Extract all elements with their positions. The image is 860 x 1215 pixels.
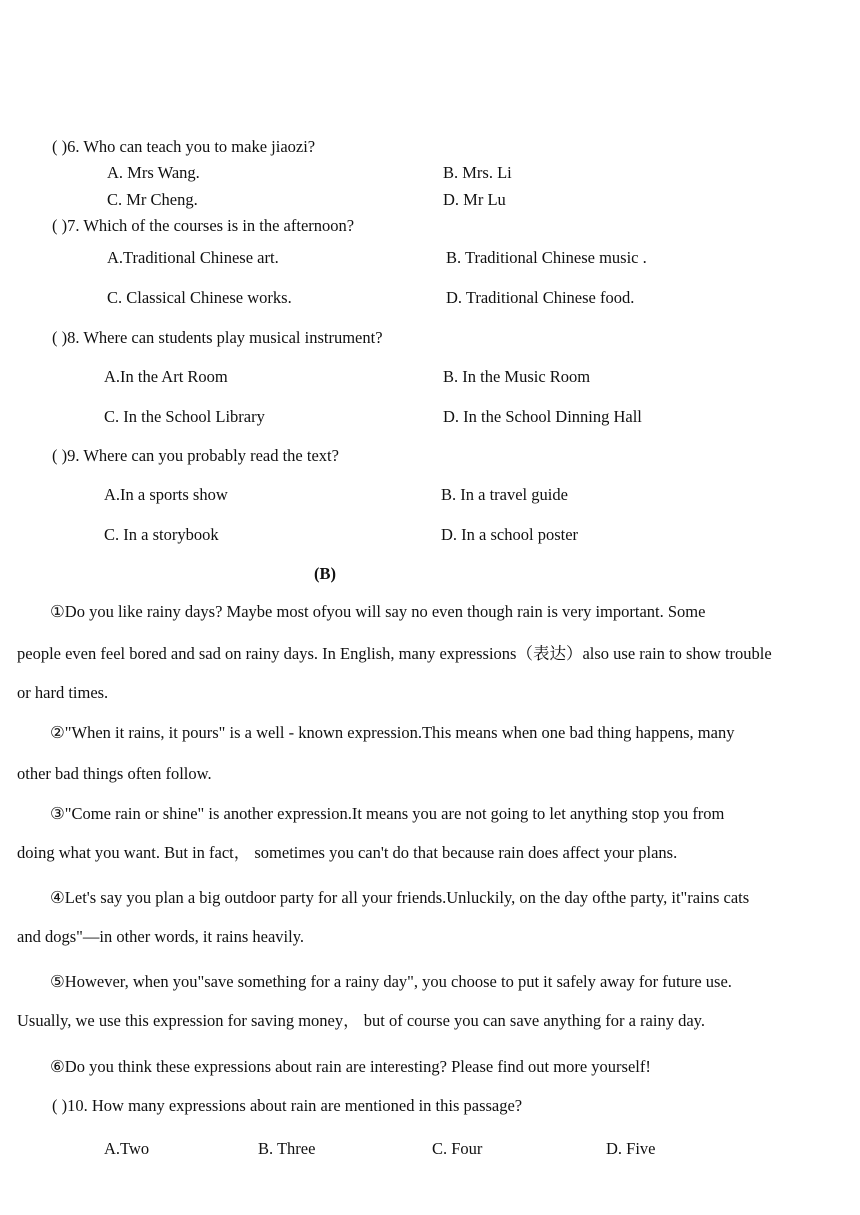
- question-8-option-c: C. In the School Library: [104, 407, 265, 426]
- passage-line: ③"Come rain or shine" is another expression.It means you are not going to let anything stop you from: [50, 804, 725, 823]
- question-6-stem: ( )6. Who can teach you to make jiaozi?: [52, 137, 316, 156]
- question-6-option-a: A. Mrs Wang.: [107, 163, 200, 182]
- passage-line: ⑤However, when you"save something for a rainy day", you choose to put it safely away for future use.: [50, 972, 732, 991]
- passage-line: ①Do you like rainy days? Maybe most ofyou will say no even though rain is very important. Some: [50, 602, 706, 621]
- question-7-option-b: B. Traditional Chinese music .: [446, 248, 647, 267]
- passage-line: ②"When it rains, it pours" is a well - known expression.This means when one bad thing happens, many: [50, 723, 735, 742]
- question-10-option-b: B. Three: [258, 1139, 316, 1158]
- question-8-option-d: D. In the School Dinning Hall: [443, 407, 642, 426]
- question-6-option-c: C. Mr Cheng.: [107, 190, 198, 209]
- question-9-option-d: D. In a school poster: [441, 525, 579, 544]
- question-6-option-d: D. Mr Lu: [443, 190, 506, 209]
- question-8-option-b: B. In the Music Room: [443, 367, 591, 386]
- passage-line: Usually, we use this expression for saving money， but of course you can save anything for a rainy day.: [17, 1011, 705, 1030]
- question-7-option-d: D. Traditional Chinese food.: [446, 288, 635, 307]
- passage-line: people even feel bored and sad on rainy days. In English, many expressions（表达）also use rain to show trouble: [17, 644, 772, 663]
- question-6-option-b: B. Mrs. Li: [443, 163, 512, 182]
- question-10-option-c: C. Four: [432, 1139, 483, 1158]
- question-8-option-a: A.In the Art Room: [104, 367, 228, 386]
- passage-line: or hard times.: [17, 683, 109, 702]
- passage-line: doing what you want. But in fact， sometimes you can't do that because rain does affect your plans.: [17, 843, 678, 862]
- question-7-stem: ( )7. Which of the courses is in the afternoon?: [52, 216, 355, 235]
- passage-line: ④Let's say you plan a big outdoor party for all your friends.Unluckily, on the day ofthe party, it"rains cats: [50, 888, 750, 907]
- section-b-heading: (B): [314, 564, 336, 583]
- question-9-option-a: A.In a sports show: [104, 485, 228, 504]
- passage-line: ⑥Do you think these expressions about rain are interesting? Please find out more yourself!: [50, 1057, 651, 1076]
- question-8-stem: ( )8. Where can students play musical instrument?: [52, 328, 383, 347]
- question-7-option-c: C. Classical Chinese works.: [107, 288, 292, 307]
- question-10-option-a: A.Two: [104, 1139, 150, 1158]
- passage-line: other bad things often follow.: [17, 764, 212, 783]
- question-9-option-b: B. In a travel guide: [441, 485, 568, 504]
- question-10-stem: ( )10. How many expressions about rain are mentioned in this passage?: [52, 1096, 523, 1115]
- question-9-option-c: C. In a storybook: [104, 525, 219, 544]
- passage-line: and dogs"—in other words, it rains heavily.: [17, 927, 305, 946]
- question-7-option-a: A.Traditional Chinese art.: [107, 248, 279, 267]
- question-10-option-d: D. Five: [606, 1139, 656, 1158]
- question-9-stem: ( )9. Where can you probably read the text?: [52, 446, 339, 465]
